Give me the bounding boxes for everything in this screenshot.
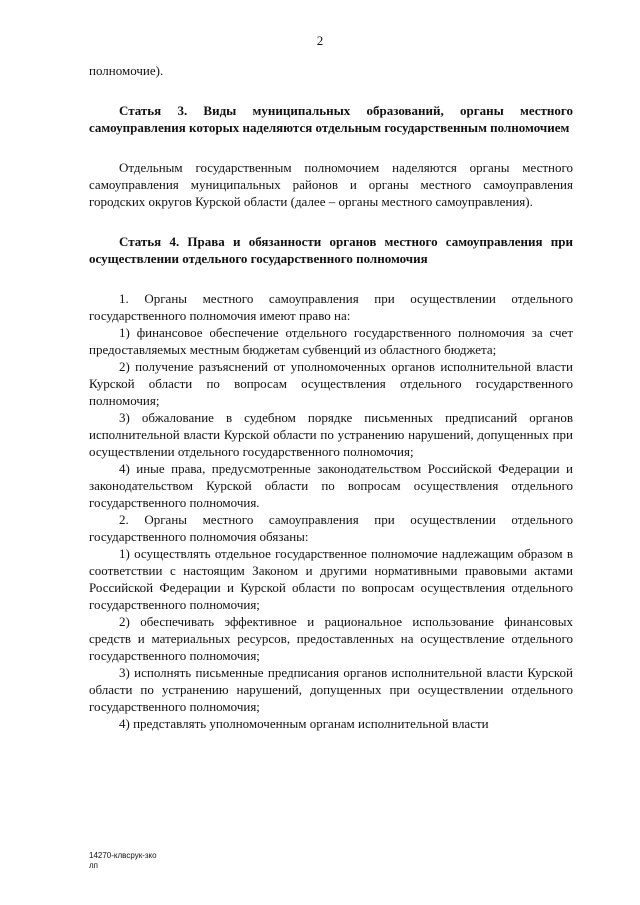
paragraph: 3) исполнять письменные предписания органов исполнительной власти Курской области по устранению нарушений, допущенных при осуществлении отдельного государственного полномочия; bbox=[89, 665, 573, 714]
footer-initials: лп bbox=[89, 861, 98, 870]
page-number: 2 bbox=[316, 33, 324, 48]
document-body bbox=[89, 62, 573, 732]
paragraph: 2. Органы местного самоуправления при осуществлении отдельного государственного полномочия обязаны: bbox=[89, 512, 573, 544]
paragraph: 2) получение разъяснений от уполномоченных органов исполнительной власти Курской области по вопросам осуществления отдельного государственного полномочия; bbox=[89, 359, 573, 408]
article-4-heading: Статья 4. Права и обязанности органов местного самоуправления при осуществлении отдельного государственного полномочия bbox=[89, 234, 573, 266]
article-3-heading: Статья 3. Виды муниципальных образований, органы местного самоуправления которых наделяются отдельным государственным полномочием bbox=[89, 103, 573, 135]
paragraph: 2) обеспечивать эффективное и рациональное использование финансовых средств и материальных ресурсов, предоставленных на осуществление отдельного государственного полномочия; bbox=[89, 614, 573, 663]
paragraph: 3) обжалование в судебном порядке письменных предписаний органов исполнительной власти Курской области по устранению нарушений, допущенных при осуществлении отдельного государственного полномочия; bbox=[89, 410, 573, 459]
continuation-text: полномочие). bbox=[89, 63, 164, 78]
paragraph: 4) иные права, предусмотренные законодательством Российской Федерации и законодательством Курской области по вопросам осуществления отдельного государственного полномочия. bbox=[89, 461, 573, 510]
paragraph: 1) осуществлять отдельное государственное полномочие надлежащим образом в соответствии с настоящим Законом и другими нормативными правовыми актами Российской Федерации и Курской области по вопросам осуществления отдельного государственного полномочия; bbox=[89, 546, 573, 612]
paragraph: 1. Органы местного самоуправления при осуществлении отдельного государственного полномочия имеют право на: bbox=[89, 291, 573, 323]
footer-code: 14270-клвсрук-зко bbox=[89, 851, 157, 860]
document-footer bbox=[89, 851, 157, 871]
paragraph: 1) финансовое обеспечение отдельного государственного полномочия за счет предоставляемых местным бюджетам субвенций из областного бюджета; bbox=[89, 325, 573, 357]
article-3-text: Отдельным государственным полномочием наделяются органы местного самоуправления муниципальных районов и органы местного самоуправления городских округов Курской области (далее – органы местного самоуправления). bbox=[89, 160, 573, 209]
paragraph: 4) представлять уполномоченным органам исполнительной власти bbox=[119, 716, 489, 731]
